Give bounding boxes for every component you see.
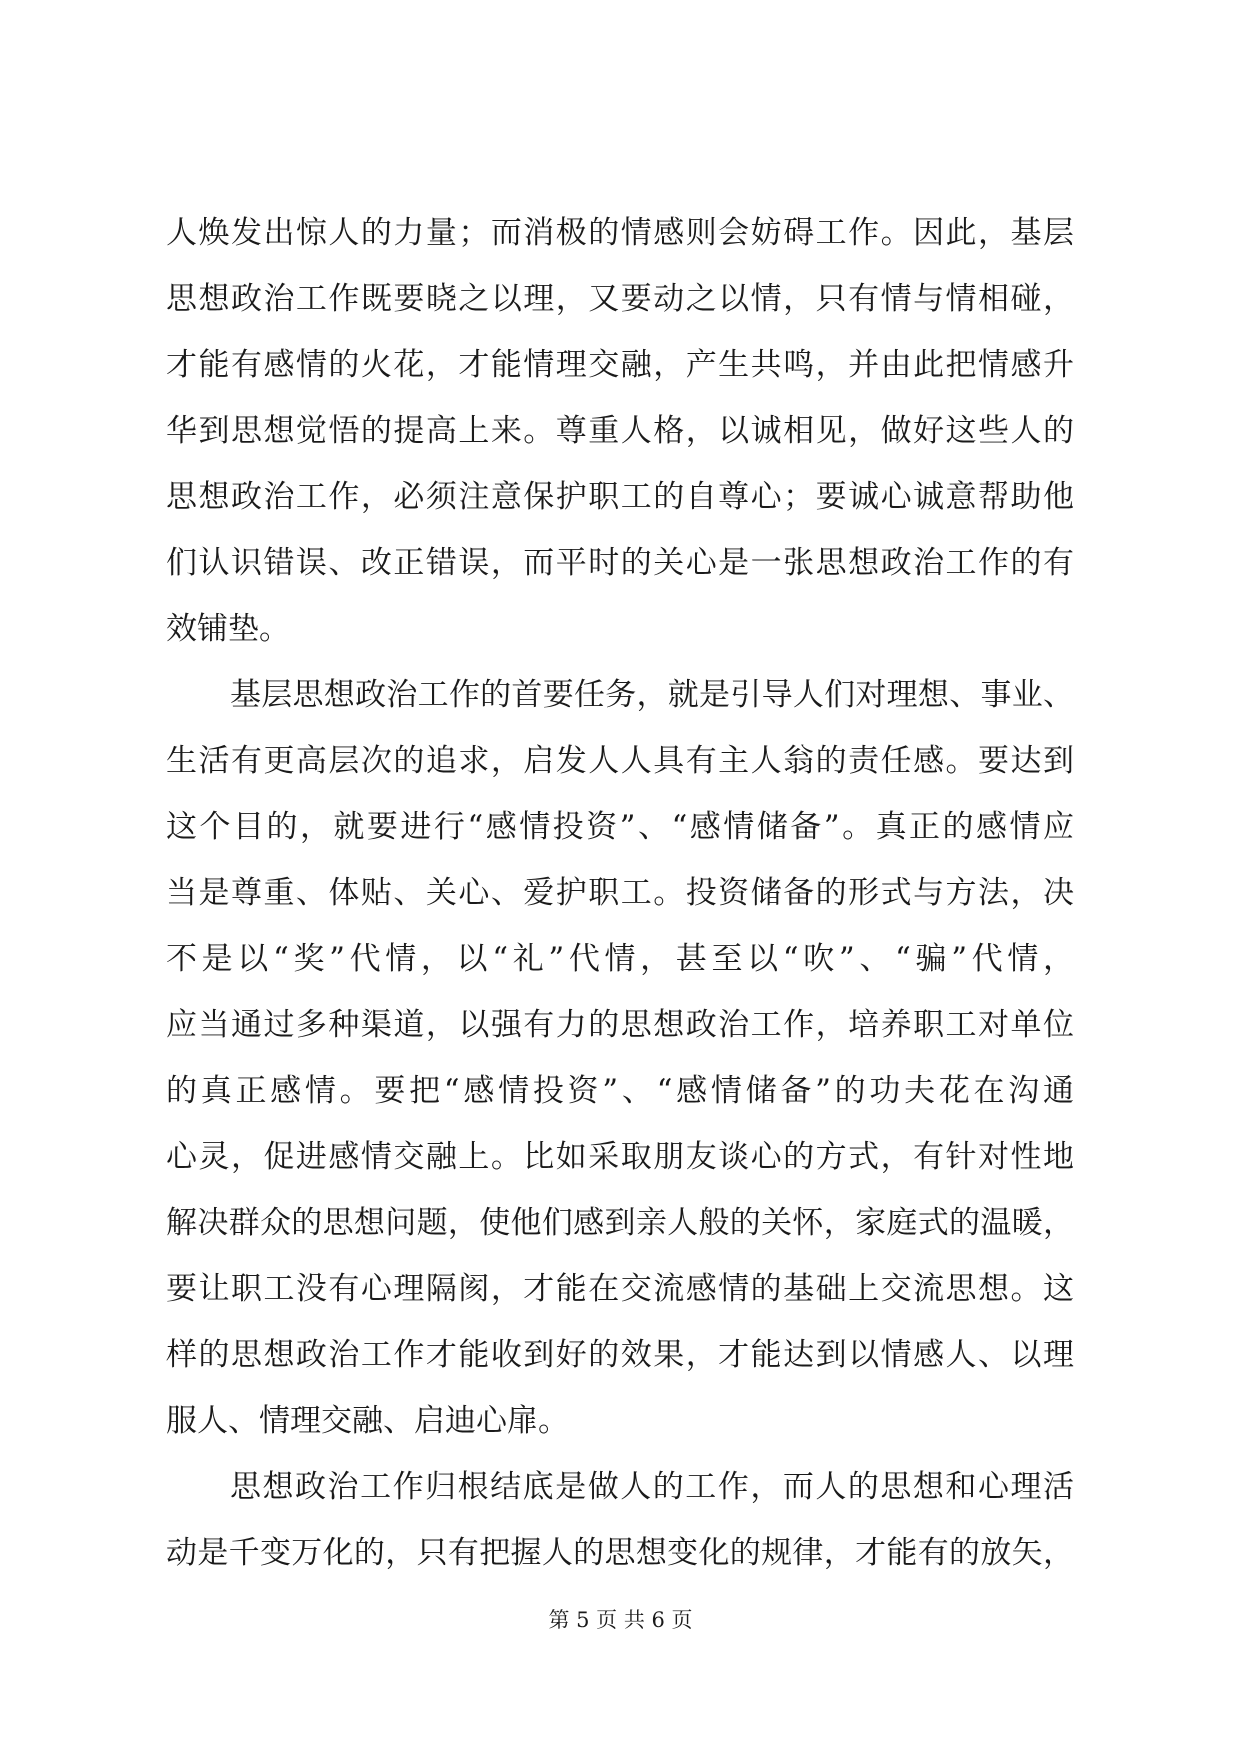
text-line: 应当通过多种渠道，以强有力的思想政治工作，培养职工对单位 (166, 1007, 1074, 1043)
text-line: 才能有感情的火花，才能情理交融，产生共鸣，并由此把情感升 (166, 347, 1074, 383)
text-line: 样的思想政治工作才能收到好的效果，才能达到以情感人、以理 (166, 1337, 1074, 1373)
text-line: 动是千变万化的，只有把握人的思想变化的规律，才能有的放矢， (166, 1535, 1074, 1571)
text-line: 们认识错误、改正错误，而平时的关心是一张思想政治工作的有 (166, 545, 1074, 581)
text-line: 的真正感情。要把“感情投资”、“感情储备”的功夫花在沟通 (166, 1073, 1074, 1109)
text-line: 思想政治工作，必须注意保护职工的自尊心；要诚心诚意帮助他 (166, 479, 1074, 515)
paragraph-first-line: 基层思想政治工作的首要任务，就是引导人们对理想、事业、 (230, 677, 1074, 713)
text-line: 心灵，促进感情交融上。比如采取朋友谈心的方式，有针对性地 (166, 1139, 1074, 1175)
text-line: 华到思想觉悟的提高上来。尊重人格，以诚相见，做好这些人的 (166, 413, 1074, 449)
text-line: 人焕发出惊人的力量；而消极的情感则会妨碍工作。因此，基层 (166, 215, 1074, 251)
paragraph-first-line: 思想政治工作归根结底是做人的工作，而人的思想和心理活 (230, 1469, 1074, 1505)
text-line: 服人、情理交融、启迪心扉。 (166, 1403, 569, 1439)
page-number-footer: 第 5 页 共 6 页 (548, 1608, 693, 1632)
text-line: 生活有更高层次的追求，启发人人具有主人翁的责任感。要达到 (166, 743, 1074, 779)
text-line: 这个目的，就要进行“感情投资”、“感情储备”。真正的感情应 (166, 809, 1074, 845)
text-line: 效铺垫。 (166, 611, 290, 647)
text-line: 要让职工没有心理隔阂，才能在交流感情的基础上交流思想。这 (166, 1271, 1074, 1307)
text-line: 解决群众的思想问题，使他们感到亲人般的关怀，家庭式的温暖， (166, 1205, 1074, 1241)
text-line: 思想政治工作既要晓之以理，又要动之以情，只有情与情相碰， (166, 281, 1074, 317)
text-line: 当是尊重、体贴、关心、爱护职工。投资储备的形式与方法，决 (166, 875, 1074, 911)
text-line: 不是以“奖”代情，以“礼”代情，甚至以“吹”、“骗”代情， (166, 941, 1074, 977)
